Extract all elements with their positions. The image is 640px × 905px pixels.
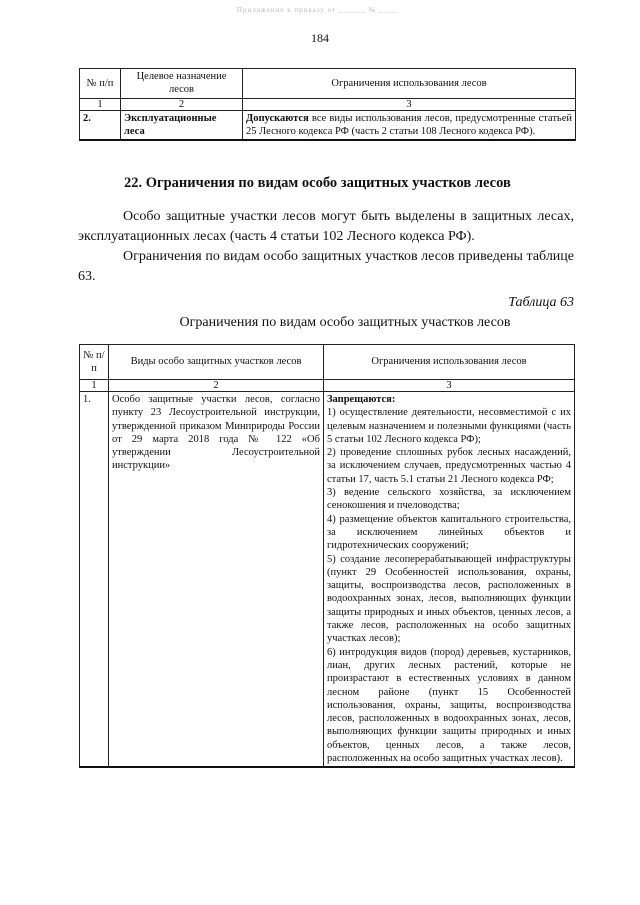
faint-stamp (232, 6, 402, 14)
page-number: 184 (311, 31, 329, 45)
col-number-1: 1 (80, 380, 109, 392)
header-number: № п/п (80, 345, 109, 380)
table-forest-purpose (79, 68, 576, 141)
restriction-item-2: 2) проведение сплошных рубок лесных насаждений, за исключением случаев, предусмотренных частью 4 статьи 17, часть 5.1 статьи 21 Лесного кодекса РФ; (327, 447, 571, 485)
table-row (80, 110, 576, 140)
restriction-item-3: 3) ведение сельского хозяйства, за исключением сенокошения и пчеловодства; (327, 487, 571, 512)
col-number-3: 3 (243, 98, 576, 110)
column-number-row (80, 380, 575, 392)
column-number-row (80, 98, 576, 110)
row-restrictions (243, 110, 576, 140)
col-number-2: 2 (121, 98, 243, 110)
row-restrictions (324, 392, 575, 768)
stamp-text: Приложение к приказу от ______ № ____ (236, 6, 398, 14)
col-number-1: 1 (80, 98, 121, 110)
paragraph-2: Ограничения по видам особо защитных участков лесов приведены таблице 63. (78, 249, 574, 284)
header-number: № п/п (80, 69, 121, 99)
col-number-2: 2 (109, 380, 324, 392)
header-restrictions: Ограничения использования лесов (324, 345, 575, 380)
restrictions-heading: Запрещаются: (327, 394, 396, 405)
table-63 (79, 344, 575, 768)
row-restrictions-text: все виды использования лесов, предусмотренные статьей 25 Лесного кодекса РФ (часть 2 статьи 108 Лесного кодекса РФ). (246, 112, 572, 137)
restriction-item-6: 6) интродукция видов (пород) деревьев, кустарников, лиан, других лесных растений, которые не произрастают в естественных условиях в данном лесном районе (пункт 15 Особенностей использования, охраны, защиты, воспроизводства лесов, расположенных в водоохранных зонах, лесов, выполняющих функции защиты природных и иных объектов, ценных лесов, а также лесов, расположенных на особо защитных участках лесов). (327, 646, 571, 765)
header-type: Виды особо защитных участков лесов (109, 345, 324, 380)
table-label: Таблица 63 (508, 295, 574, 310)
row-restrictions-lead: Допускаются (246, 112, 309, 124)
col-number-3: 3 (324, 380, 575, 392)
header-restrictions: Ограничения использования лесов (243, 69, 576, 99)
restriction-item-4: 4) размещение объектов капитального строительства, за исключением линейных объектов и гидротехнических сооружений; (327, 513, 571, 552)
restriction-item-1: 1) осуществление деятельности, несовместимой с их целевым назначением и полезными функциями (часть 5 статьи 102 Лесного кодекса РФ); (327, 407, 571, 445)
table-header-row (80, 345, 575, 380)
row-type: Особо защитные участки лесов, согласно пункту 23 Лесоустроительной инструкции, утвержденной приказом Минприроды России от 29 марта 2018 года № 122 «Об утверждении Лесоустроительной инструкции» (109, 392, 324, 768)
table-row (80, 392, 575, 768)
paragraph-1: Особо защитные участки лесов могут быть выделены в защитных лесах, эксплуатационных лесах (часть 4 статьи 102 Лесного кодекса РФ). (78, 209, 574, 244)
table-title: Ограничения по видам особо защитных участков лесов (179, 315, 511, 330)
section-heading: 22. Ограничения по видам особо защитных участков лесов (124, 175, 511, 191)
row-purpose: Эксплуатационные леса (121, 110, 243, 140)
row-number: 2. (80, 110, 121, 140)
table-header-row (80, 69, 576, 99)
restriction-item-5: 5) создание лесоперерабатывающей инфраструктуры (пункт 29 Особенностей использования, охраны, защиты, воспроизводства лесов, расположенных в водоохранных зонах, лесов, выполняющих функции защиты природных и иных объектов, ценных лесов, а также лесов, расположенных на особо защитных участках лесов); (327, 553, 571, 645)
row-number: 1. (80, 392, 109, 768)
header-purpose: Целевое назначение лесов (121, 69, 243, 99)
